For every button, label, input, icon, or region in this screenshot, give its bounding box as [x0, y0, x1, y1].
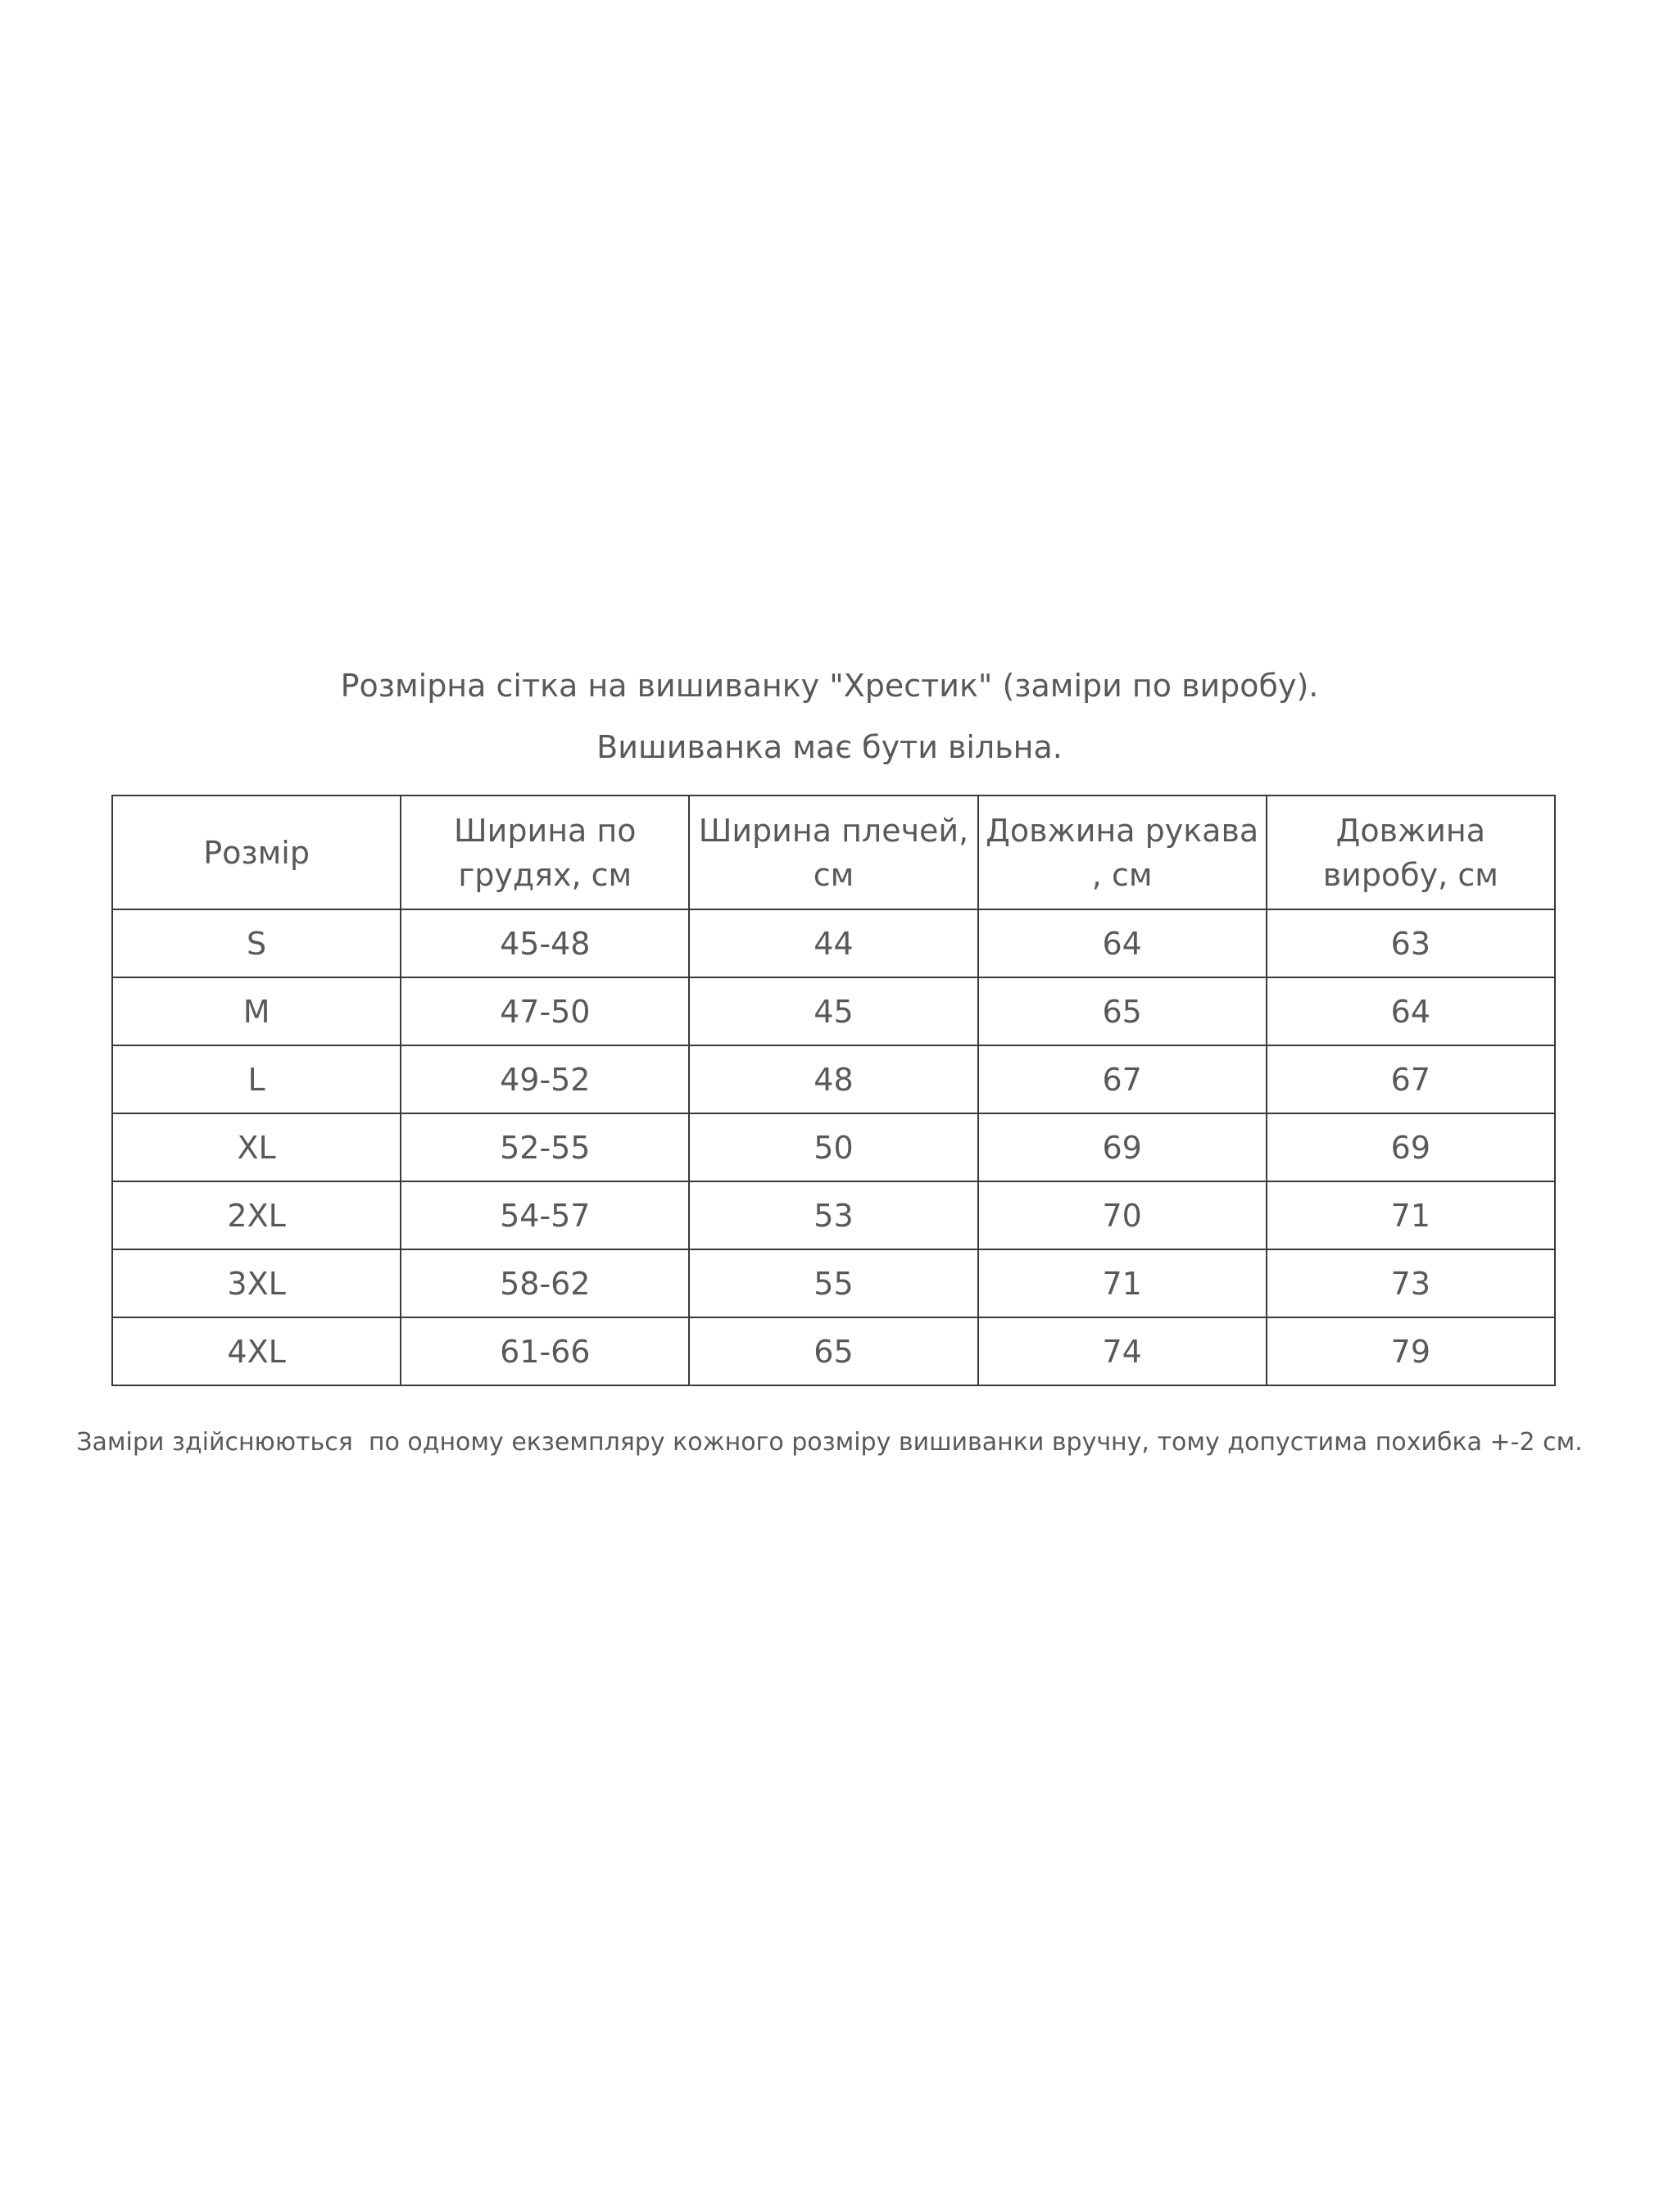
cell-shoulder-width: 48	[689, 1045, 977, 1113]
page-title: Розмірна сітка на вишиванку "Хрестик" (заміри по виробу).	[340, 668, 1319, 704]
size-chart-table	[111, 795, 1556, 1386]
cell-garment-length: 69	[1267, 1113, 1555, 1181]
header-chest-width: Ширина по грудях, см	[401, 796, 689, 909]
cell-sleeve-length: 65	[978, 977, 1267, 1045]
cell-chest-width: 61-66	[401, 1317, 689, 1385]
cell-chest-width: 49-52	[401, 1045, 689, 1113]
header-shoulder-width: Ширина плечей, см	[689, 796, 977, 909]
table-row	[112, 909, 1555, 977]
cell-garment-length: 79	[1267, 1317, 1555, 1385]
cell-shoulder-width: 45	[689, 977, 977, 1045]
cell-garment-length: 67	[1267, 1045, 1555, 1113]
cell-size: XL	[112, 1113, 401, 1181]
cell-sleeve-length: 74	[978, 1317, 1267, 1385]
table-row	[112, 1045, 1555, 1113]
table-row	[112, 1249, 1555, 1317]
cell-chest-width: 58-62	[401, 1249, 689, 1317]
table-row	[112, 1181, 1555, 1249]
cell-size: S	[112, 909, 401, 977]
header-sleeve-length: Довжина рукава , см	[978, 796, 1267, 909]
cell-sleeve-length: 69	[978, 1113, 1267, 1181]
cell-chest-width: 52-55	[401, 1113, 689, 1181]
cell-chest-width: 54-57	[401, 1181, 689, 1249]
table-row	[112, 1113, 1555, 1181]
cell-garment-length: 73	[1267, 1249, 1555, 1317]
cell-size: 2XL	[112, 1181, 401, 1249]
cell-garment-length: 63	[1267, 909, 1555, 977]
cell-shoulder-width: 53	[689, 1181, 977, 1249]
cell-sleeve-length: 70	[978, 1181, 1267, 1249]
cell-chest-width: 45-48	[401, 909, 689, 977]
cell-size: M	[112, 977, 401, 1045]
cell-sleeve-length: 67	[978, 1045, 1267, 1113]
measurement-note: Заміри здійснюються по одному екземпляру кожного розміру вишиванки вручну, тому допустима похибка +-2 см.	[76, 1428, 1583, 1457]
header-size: Розмір	[112, 796, 401, 909]
cell-garment-length: 71	[1267, 1181, 1555, 1249]
cell-shoulder-width: 65	[689, 1317, 977, 1385]
cell-sleeve-length: 64	[978, 909, 1267, 977]
page-subtitle: Вишиванка має бути вільна.	[596, 729, 1063, 765]
header-garment-length: Довжина виробу, см	[1267, 796, 1555, 909]
table-row	[112, 977, 1555, 1045]
cell-shoulder-width: 50	[689, 1113, 977, 1181]
cell-size: 4XL	[112, 1317, 401, 1385]
table-row	[112, 1317, 1555, 1385]
cell-size: 3XL	[112, 1249, 401, 1317]
cell-size: L	[112, 1045, 401, 1113]
cell-garment-length: 64	[1267, 977, 1555, 1045]
cell-chest-width: 47-50	[401, 977, 689, 1045]
cell-shoulder-width: 44	[689, 909, 977, 977]
cell-sleeve-length: 71	[978, 1249, 1267, 1317]
table-header-row	[112, 796, 1555, 909]
cell-shoulder-width: 55	[689, 1249, 977, 1317]
